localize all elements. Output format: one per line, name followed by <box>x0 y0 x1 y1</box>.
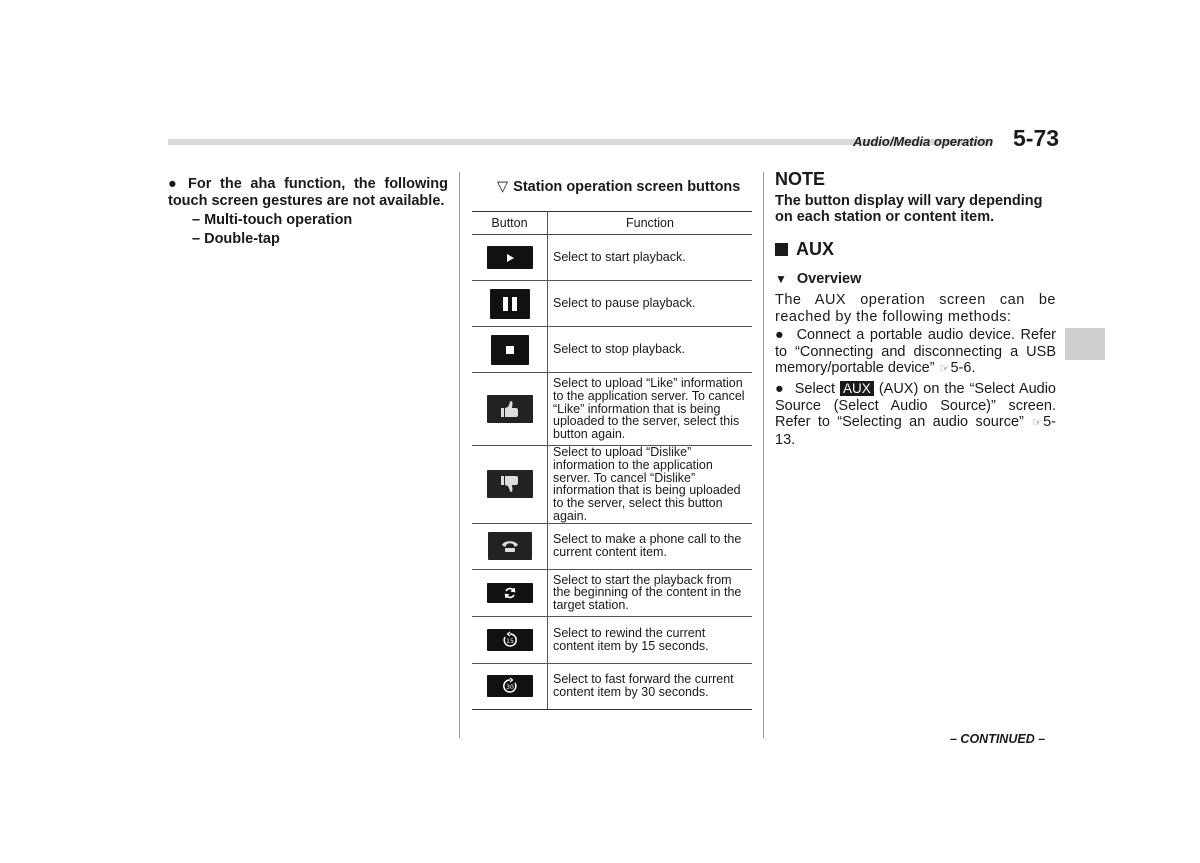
table-row <box>472 523 752 569</box>
triangle-down-filled-icon: ▼ <box>775 272 787 287</box>
column-divider <box>763 172 764 738</box>
method-1-reference[interactable]: 5-6. <box>950 360 976 377</box>
restart-icon <box>487 583 533 603</box>
function-cell: Select to stop playback. <box>548 327 753 373</box>
aux-heading <box>775 238 1056 259</box>
bullet-text: For the aha function, the following touch screen gestures are not available. <box>168 176 448 209</box>
table-row <box>472 569 752 616</box>
overview-heading-text: Overview <box>796 271 862 288</box>
reference-icon: ☞ <box>939 363 950 376</box>
table-heading-text: Station operation screen buttons <box>513 179 741 195</box>
bullet-paragraph <box>168 176 448 210</box>
function-cell: Select to start playback. <box>548 235 753 281</box>
section-title: Audio/Media operation <box>853 134 994 149</box>
side-tab <box>1065 328 1105 360</box>
intro-paragraph: The AUX operation screen can be reached by the following methods: <box>775 291 1056 325</box>
table-row <box>472 235 752 281</box>
table-row <box>472 446 752 524</box>
table-row <box>472 373 752 446</box>
button-table <box>472 211 752 710</box>
svg-text:30: 30 <box>505 684 514 692</box>
bullet-icon: ● <box>775 380 795 397</box>
method-1 <box>775 327 1056 378</box>
column-header-button: Button <box>472 212 548 235</box>
function-cell: Select to make a phone call to the current content item. <box>548 523 753 569</box>
forward-30-icon <box>487 675 533 697</box>
function-cell: Select to upload “Dislike” information to the application server. To cancel “Dislike” information that is being uploaded to the server, select this button again. <box>548 446 753 524</box>
method-2-text: (AUX) on the “Select Audio Source (Select Audio Source)” screen. Refer to “Selecting an audio source” <box>775 380 1056 431</box>
method-2-prefix: Select <box>794 380 836 397</box>
note-body: The button display will vary depending on each station or content item. <box>775 192 1043 226</box>
function-cell: Select to pause playback. <box>548 281 753 327</box>
table-row <box>472 663 752 709</box>
rewind-15-icon <box>487 629 533 651</box>
bullet-icon: ● <box>775 327 797 344</box>
pause-icon <box>490 289 530 319</box>
function-cell: Select to start the playback from the beginning of the content in the target station. <box>548 569 753 616</box>
triangle-down-icon: ▽ <box>497 179 509 195</box>
list-item: – Double-tap <box>192 231 280 247</box>
square-bullet-icon <box>775 243 788 256</box>
overview-heading <box>775 271 1056 288</box>
thumbs-down-icon <box>487 470 533 498</box>
stop-icon <box>491 335 529 365</box>
function-cell: Select to upload “Like” information to the application server. To cancel “Like” information that is being uploaded to the server, select this button again. <box>548 373 753 446</box>
column-header-function: Function <box>548 212 753 235</box>
play-icon <box>487 246 533 269</box>
page-number: 5-73 <box>1013 125 1060 151</box>
method-2 <box>775 381 1056 448</box>
reference-icon: ☞ <box>1032 417 1043 430</box>
thumbs-up-icon <box>487 395 533 423</box>
table-heading <box>497 179 740 195</box>
table-row <box>472 327 752 373</box>
table-row <box>472 616 752 663</box>
table-row <box>472 281 752 327</box>
aux-button-chip: AUX <box>840 381 874 396</box>
method-2-reference[interactable]: 5-13. <box>775 414 1056 448</box>
left-column <box>168 176 448 248</box>
column-divider <box>459 172 460 738</box>
continued-label: – CONTINUED – <box>950 732 1046 746</box>
bullet-icon: ● <box>168 176 177 192</box>
function-cell: Select to fast forward the current content item by 30 seconds. <box>548 663 753 709</box>
list-item: – Multi-touch operation <box>192 212 353 228</box>
note-title: NOTE <box>775 169 826 189</box>
method-1-text: Connect a portable audio device. Refer to “Connecting and disconnecting a USB memory/portable device” <box>775 327 1056 377</box>
aux-heading-text: AUX <box>796 238 835 259</box>
function-cell: Select to rewind the current content item by 15 seconds. <box>548 616 753 663</box>
right-column <box>775 171 1056 448</box>
svg-text:15: 15 <box>505 637 514 645</box>
phone-icon <box>488 532 532 560</box>
